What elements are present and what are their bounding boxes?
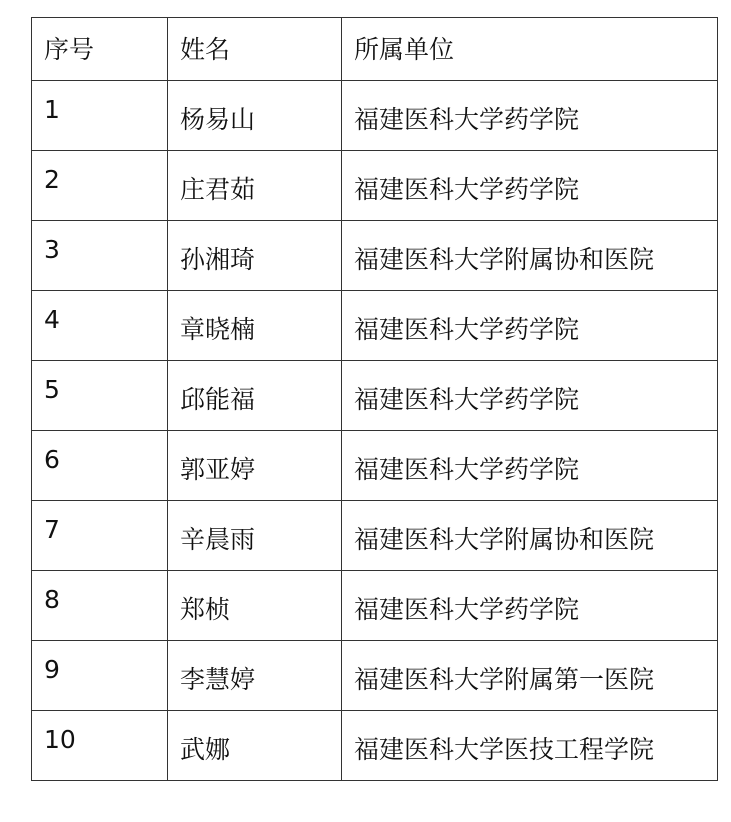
- row-name: 郑桢: [168, 571, 342, 641]
- row-affiliation: 福建医科大学附属第一医院: [342, 641, 718, 711]
- row-name: 辛晨雨: [168, 501, 342, 571]
- row-name: 孙湘琦: [168, 221, 342, 291]
- roster-table: [31, 17, 718, 781]
- row-affiliation: 福建医科大学附属协和医院: [342, 221, 718, 291]
- header-name: 姓名: [168, 18, 342, 81]
- row-name: 郭亚婷: [168, 431, 342, 501]
- table-row: [32, 291, 718, 361]
- row-name: 庄君茹: [168, 151, 342, 221]
- table-row: [32, 571, 718, 641]
- row-number: 9: [32, 641, 168, 711]
- row-affiliation: 福建医科大学药学院: [342, 571, 718, 641]
- table-row: [32, 711, 718, 781]
- row-name: 李慧婷: [168, 641, 342, 711]
- row-affiliation: 福建医科大学药学院: [342, 361, 718, 431]
- row-affiliation: 福建医科大学药学院: [342, 151, 718, 221]
- table-row: [32, 221, 718, 291]
- table-row: [32, 81, 718, 151]
- header-number: 序号: [32, 18, 168, 81]
- row-name: 邱能福: [168, 361, 342, 431]
- row-affiliation: 福建医科大学药学院: [342, 81, 718, 151]
- header-affiliation: 所属单位: [342, 18, 718, 81]
- row-name: 章晓楠: [168, 291, 342, 361]
- row-affiliation: 福建医科大学药学院: [342, 431, 718, 501]
- table-row: [32, 501, 718, 571]
- row-name: 杨易山: [168, 81, 342, 151]
- row-affiliation: 福建医科大学附属协和医院: [342, 501, 718, 571]
- table-row: [32, 361, 718, 431]
- table-row: [32, 641, 718, 711]
- row-number: 1: [32, 81, 168, 151]
- row-number: 3: [32, 221, 168, 291]
- row-number: 4: [32, 291, 168, 361]
- row-number: 7: [32, 501, 168, 571]
- row-number: 10: [32, 711, 168, 781]
- table-row: [32, 151, 718, 221]
- row-number: 6: [32, 431, 168, 501]
- table-header-row: [32, 18, 718, 81]
- row-number: 5: [32, 361, 168, 431]
- row-number: 8: [32, 571, 168, 641]
- row-number: 2: [32, 151, 168, 221]
- table-row: [32, 431, 718, 501]
- row-name: 武娜: [168, 711, 342, 781]
- row-affiliation: 福建医科大学医技工程学院: [342, 711, 718, 781]
- row-affiliation: 福建医科大学药学院: [342, 291, 718, 361]
